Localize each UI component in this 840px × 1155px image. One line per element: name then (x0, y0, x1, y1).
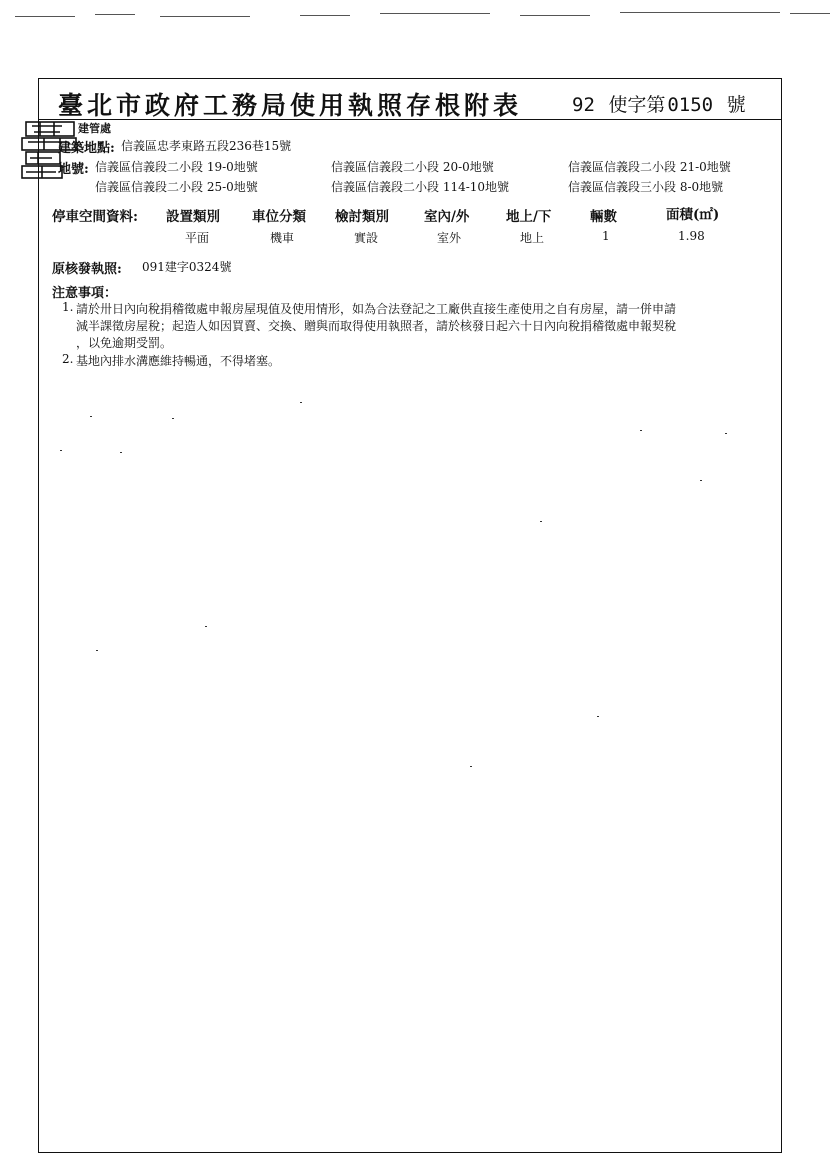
scan-noise-top (0, 0, 840, 30)
parking-header-above-below: 地上/下 (506, 209, 552, 225)
note-line: ，以免逾期受罰。 (76, 336, 173, 350)
permit-type: 使字第 (608, 94, 666, 116)
lot-item: 信義區信義段二小段 19-0地號 (95, 160, 258, 174)
address-value: 信義區忠孝東路五段236巷15號 (121, 139, 292, 153)
parking-cell-review-type: 實設 (354, 231, 379, 245)
parking-cell-indoor-outdoor: 室外 (437, 231, 462, 245)
original-permit-value: 091建字0324號 (142, 260, 232, 274)
parking-cell-space-class: 機車 (270, 231, 295, 245)
parking-cell-setup-type: 平面 (185, 231, 210, 245)
parking-header-review-type: 檢討類別 (335, 209, 389, 225)
parking-cell-above-below: 地上 (520, 231, 545, 245)
parking-cell-count: 1 (602, 229, 610, 243)
permit-number (572, 90, 748, 117)
lots-label: 地號: (58, 162, 89, 177)
permit-year: 92 (572, 94, 595, 116)
parking-header-space-class: 車位分類 (252, 209, 306, 225)
notes-label: 注意事項： (52, 286, 118, 301)
parking-header-indoor-outdoor: 室內/外 (424, 209, 470, 225)
note-line: 基地內排水溝應維持暢通，不得堵塞。 (76, 354, 281, 368)
note-line: 減半課徵房屋稅；起造人如因買賣、交換、贈與而取得使用執照者，請於核發日起六十日內向稅捐稽徵處申報契稅 (76, 319, 677, 333)
note-number: 1. (62, 300, 74, 314)
lot-item: 信義區信義段二小段 20-0地號 (331, 160, 494, 174)
document-title: 臺北市政府工務局使用執照存根附表 (58, 91, 523, 120)
original-permit-label: 原核發執照: (52, 262, 122, 277)
lot-item: 信義區信義段二小段 21-0地號 (568, 160, 731, 174)
parking-header-count: 輛數 (590, 209, 617, 225)
note-number: 2. (62, 352, 74, 366)
permit-serial: 0150 (667, 94, 714, 116)
parking-label: 停車空間資料: (52, 209, 138, 225)
lot-item: 信義區信義段二小段 114-10地號 (331, 180, 510, 194)
parking-header-area: 面積(㎡) (666, 207, 720, 223)
address-label: 建築地點: (58, 141, 115, 156)
lot-item: 信義區信義段三小段 8-0地號 (568, 180, 724, 194)
permit-suffix: 號 (726, 94, 746, 116)
note-line: 請於卅日內向稅捐稽徵處申報房屋現值及使用情形，如為合法登記之工廠供直接生產使用之自有房屋，請一併申請 (76, 302, 677, 316)
stamp-text: 建管處 (78, 122, 111, 135)
lot-item: 信義區信義段二小段 25-0地號 (95, 180, 258, 194)
document-border (38, 78, 782, 1153)
parking-cell-area: 1.98 (678, 229, 705, 243)
parking-header-setup-type: 設置類別 (166, 209, 220, 225)
